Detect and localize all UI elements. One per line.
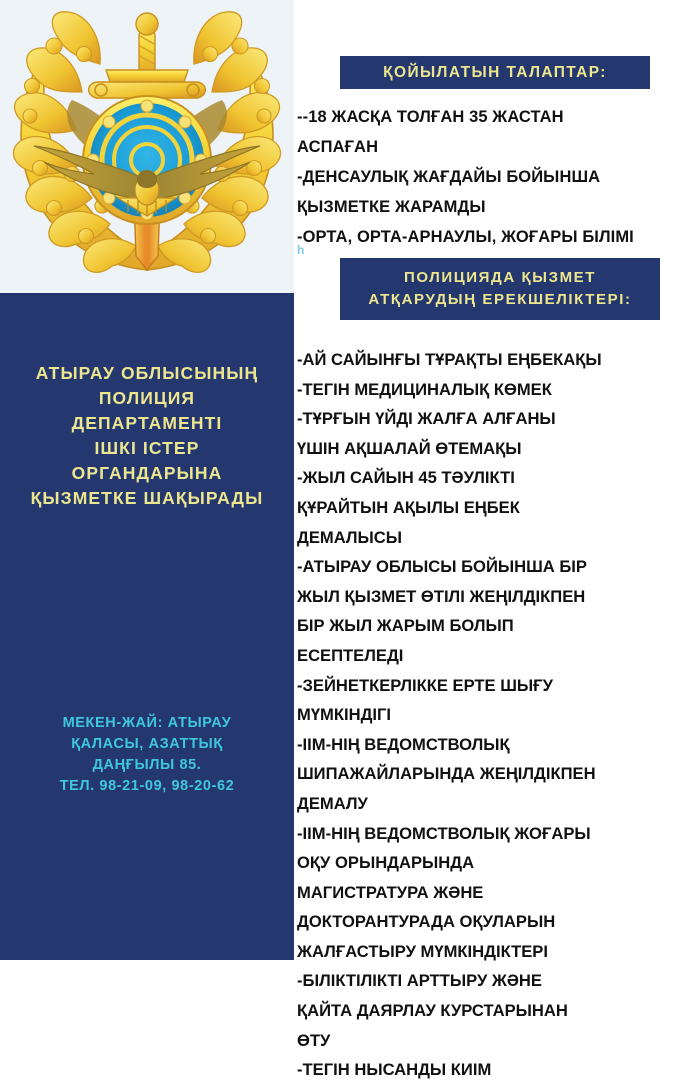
benefits-header-line: АТҚАРУДЫҢ ЕРЕКШЕЛІКТЕРІ: [368, 291, 632, 308]
benefit-item: ЖАЛҒАСТЫРУ МҮМКІНДІКТЕРІ [297, 941, 548, 961]
benefit-item: МАГИСТРАТУРА ЖӘНЕ [297, 882, 484, 902]
benefit-item: ДЕМАЛЫСЫ [297, 527, 403, 547]
benefit-item: ӨТУ [297, 1030, 331, 1050]
benefit-item: -ТҰРҒЫН ҮЙДІ ЖАЛҒА АЛҒАНЫ [297, 409, 556, 429]
benefit-item: -АТЫРАУ ОБЛЫСЫ БОЙЫНША БІР [297, 557, 587, 577]
department-title-line: ІШКІ ІСТЕР [94, 438, 200, 458]
benefit-item: ЕСЕПТЕЛЕДІ [297, 645, 404, 665]
requirement-text: АСПАҒАН [297, 138, 379, 156]
address-line: ДАҢҒЫЛЫ 85. [92, 757, 202, 773]
benefit-item: ЖЫЛ ҚЫЗМЕТ ӨТІЛІ ЖЕҢІЛДІКПЕН [297, 586, 586, 606]
phone-line: ТЕЛ. 98-21-09, 98-20-62 [59, 778, 235, 794]
benefits-header-line: ПОЛИЦИЯДА ҚЫЗМЕТ [403, 269, 597, 286]
requirement-text: -ДЕНСАУЛЫҚ ЖАҒДАЙЫ БОЙЫНША [297, 168, 601, 186]
benefit-item: ҚҰРАЙТЫН АҚЫЛЫ ЕҢБЕК [297, 497, 520, 517]
benefit-item: МҮМКІНДІГІ [297, 705, 392, 725]
benefit-item: ШИПАЖАЙЛАРЫНДА ЖЕҢІЛДІКПЕН [297, 764, 596, 784]
benefit-item: БІР ЖЫЛ ЖАРЫМ БОЛЫП [297, 616, 514, 636]
benefit-item: ДОКТОРАНТУРАДА ОҚУЛАРЫН [297, 912, 556, 932]
address-line: МЕКЕН-ЖАЙ: АТЫРАУ [62, 715, 232, 731]
department-title-line: ДЕПАРТАМЕНТІ [71, 413, 223, 433]
kazakhstan-mvd-emblem-icon [6, 2, 288, 290]
department-title-line: ҚЫЗМЕТКЕ ШАҚЫРАДЫ [30, 488, 264, 508]
benefits-list [297, 345, 689, 1085]
requirement-item [297, 222, 687, 252]
benefits-header [340, 258, 660, 320]
requirement-item [297, 192, 687, 222]
requirements-list [297, 102, 687, 252]
department-title-line: ПОЛИЦИЯ [98, 388, 196, 408]
benefit-item: ОҚУ ОРЫНДАРЫНДА [297, 853, 475, 873]
benefit-item: -ЗЕЙНЕТКЕРЛІККЕ ЕРТЕ ШЫҒУ [297, 675, 553, 695]
benefit-item: -ЖЫЛ САЙЫН 45 ТӘУЛІКТІ [297, 468, 515, 488]
benefit-item: -ІІМ-НІҢ ВЕДОМСТВОЛЫҚ [297, 734, 510, 754]
requirement-text: ҚЫЗМЕТКЕ ЖАРАМДЫ [297, 198, 486, 216]
requirement-item [297, 102, 687, 132]
benefit-item: ҚАЙТА ДАЯРЛАУ КУРСТАРЫНАН [297, 1001, 568, 1021]
benefit-item: ДЕМАЛУ [297, 793, 368, 813]
benefit-item: -ТЕГІН НЫСАНДЫ КИІМ [297, 1060, 492, 1080]
left-column [0, 0, 294, 960]
benefit-item: -БІЛІКТІЛІКТІ АРТТЫРУ ЖӘНЕ [297, 971, 542, 991]
benefit-item: -ТЕГІН МЕДИЦИНАЛЫҚ КӨМЕК [297, 379, 552, 399]
department-title [0, 361, 294, 511]
right-column [294, 0, 688, 1080]
left-blue-panel [0, 293, 294, 960]
contact-address-block [0, 713, 294, 797]
requirements-header: ҚОЙЫЛАТЫН ТАЛАПТАР: [340, 56, 650, 89]
requirement-item [297, 162, 687, 192]
stray-character: h [297, 243, 305, 257]
benefit-item: -ІІМ-НІҢ ВЕДОМСТВОЛЫҚ ЖОҒАРЫ [297, 823, 591, 843]
requirement-text: -ОРТА, ОРТА-АРНАУЛЫ, ЖОҒАРЫ БІЛІМІ [297, 228, 634, 246]
department-title-line: АТЫРАУ ОБЛЫСЫНЫҢ [35, 363, 259, 383]
benefit-item: ҮШІН АҚШАЛАЙ ӨТЕМАҚЫ [297, 438, 522, 458]
requirement-text: --18 ЖАСҚА ТОЛҒАН 35 ЖАСТАН [297, 108, 564, 126]
requirement-item [297, 132, 687, 162]
department-title-line: ОРГАНДАРЫНА [71, 463, 223, 483]
benefit-item: -АЙ САЙЫНҒЫ ТҰРАҚТЫ ЕҢБЕКАҚЫ [297, 350, 602, 369]
address-line: ҚАЛАСЫ, АЗАТТЫҚ [71, 736, 223, 752]
